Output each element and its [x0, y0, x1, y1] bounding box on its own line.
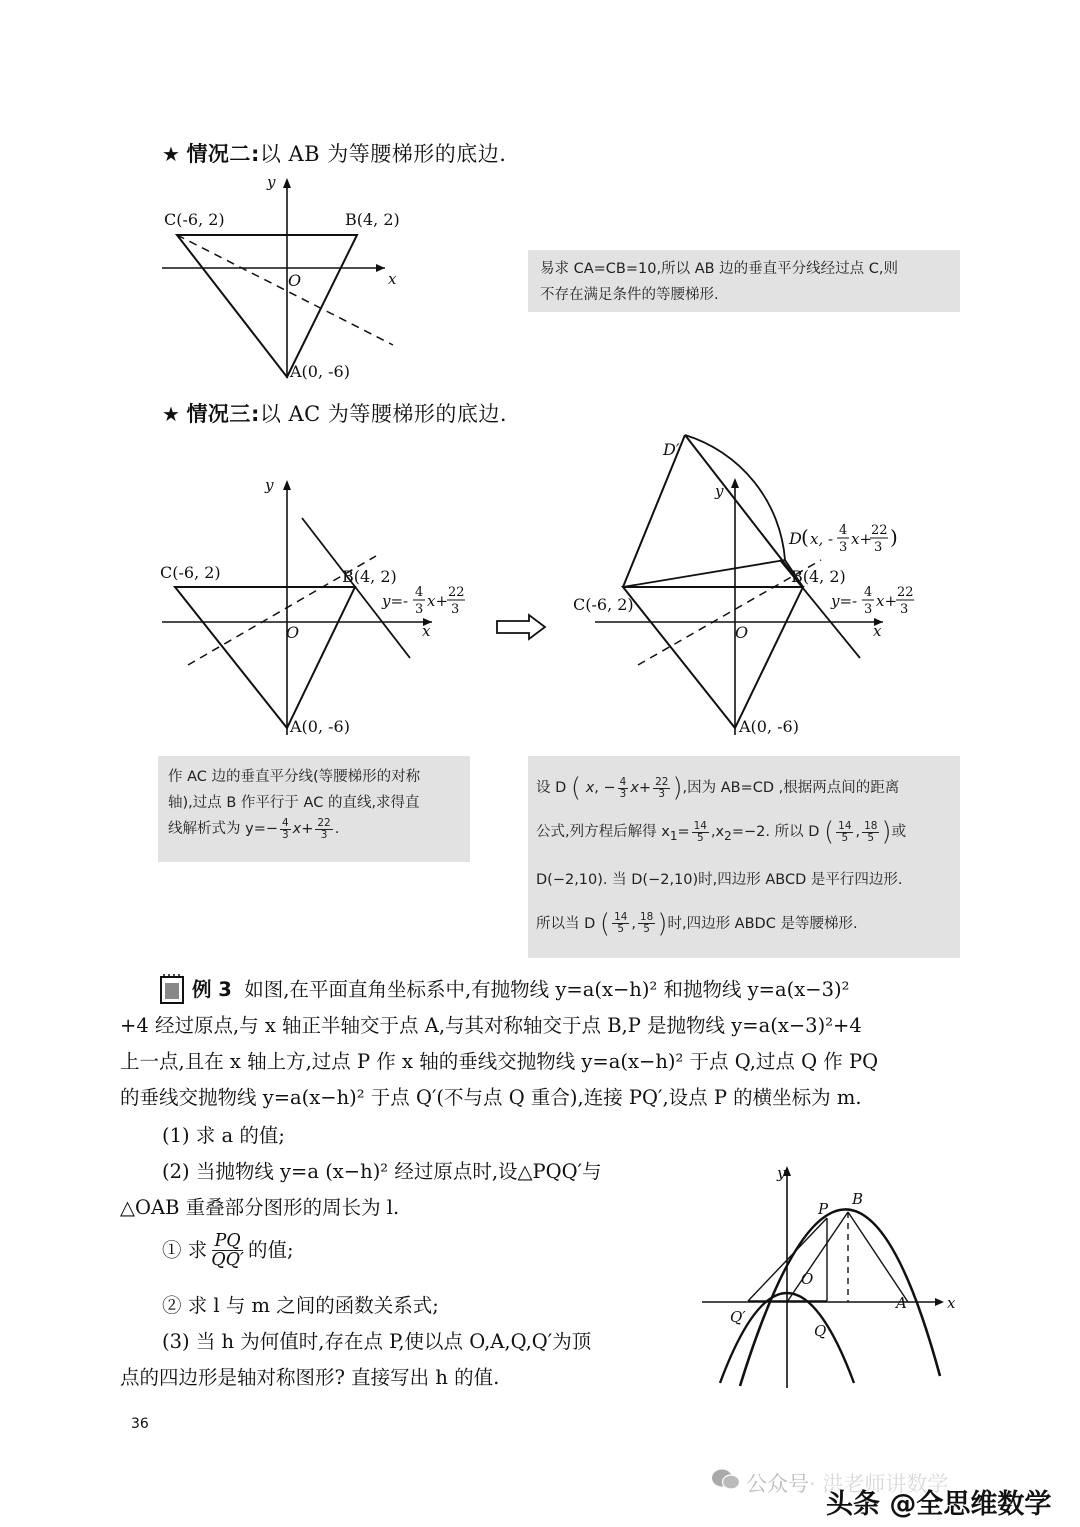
label-o: O	[801, 1270, 814, 1288]
d-paren-close: )	[890, 525, 898, 549]
text: 公式,列方程后解得 x	[536, 824, 670, 840]
label-q: Q	[814, 1322, 827, 1340]
label-x: x	[388, 270, 397, 288]
label-d: D	[789, 529, 802, 548]
label-y: y	[777, 1164, 786, 1182]
frac-num: 22	[317, 816, 331, 829]
case3-left-figure	[150, 470, 480, 745]
question-2-1-wrap	[162, 1232, 702, 1270]
frac-num: 14	[693, 819, 707, 832]
text: 时,四边形 ABDC 是等腰梯形.	[667, 915, 858, 932]
example3-figure	[700, 1158, 962, 1390]
star-icon: ★	[162, 142, 181, 166]
case2-colon: :	[250, 142, 260, 166]
y-arrow-icon	[731, 478, 739, 488]
case3-note-right-line4: 所以当 D ( $\frac{14}{5}$ , $\frac{18}{5}$ )时,四边形 ABDC 是等腰梯形.	[536, 908, 858, 939]
frac2-den: 3	[900, 602, 909, 617]
case3-note-left	[158, 756, 470, 862]
case3-note-right-line3: D(−2,10). 当 D(−2,10)时,四边形 ABCD 是平行四边形.	[536, 871, 903, 888]
text: =−2. 所以 D	[731, 824, 820, 840]
star-icon: ★	[162, 402, 181, 426]
frac-den: 3	[415, 602, 424, 617]
frac-18-5	[638, 912, 655, 935]
d-coord-x: x, -	[810, 530, 834, 548]
case3-heading	[162, 398, 507, 428]
question-2b-wrap	[120, 1190, 680, 1226]
frac-num: 4	[282, 816, 289, 829]
frac-den: 5	[867, 831, 875, 844]
example3-statement	[120, 972, 970, 1116]
label-y: y	[715, 482, 724, 500]
label-c: C(-6, 2)	[573, 595, 634, 614]
wechat-label: 公众号	[746, 1472, 809, 1496]
segment-ba	[848, 1212, 908, 1302]
label-a: A	[896, 1294, 907, 1312]
case3-label: 情况三	[186, 402, 251, 426]
frac-num: 18	[864, 819, 878, 832]
case3-note-left-line2: 轴),过点 B 作平行于 AC 的直线,求得直	[168, 795, 420, 811]
frac-den: 5	[696, 831, 704, 844]
perpendicular-bisector	[177, 235, 393, 345]
d-frac2-num: 22	[871, 523, 888, 538]
line-eq-prefix: y=-	[382, 592, 409, 610]
label-o: O	[288, 271, 302, 290]
frac-18-5	[862, 821, 879, 844]
frac-den: 3	[658, 787, 666, 800]
question-3b-wrap	[120, 1360, 700, 1396]
text: 或	[891, 824, 907, 840]
label-a: A(0, -6)	[739, 717, 799, 736]
text: =	[677, 824, 690, 840]
line3-text: 线解析式为 y=−	[168, 821, 278, 837]
example3-line1	[120, 972, 970, 1008]
wechat-icon	[711, 1467, 741, 1493]
label-b: B(4, 2)	[342, 567, 397, 586]
line-eq-prefix: y=-	[831, 592, 858, 610]
text: ,x	[710, 824, 725, 840]
case3-note-left-line3: 线解析式为 y=− $\frac{4}{3}$ x+ $\frac{22}{3}$ .	[168, 816, 340, 841]
case3-right-figure	[565, 430, 925, 750]
segment-ob	[787, 1212, 848, 1302]
frac-4-3	[618, 777, 629, 800]
case2-note-line2: 不存在满足条件的等腰梯形.	[540, 287, 719, 303]
label-b: B(4, 2)	[791, 567, 846, 586]
frac-22-3	[315, 818, 332, 841]
frac-den: 5	[617, 923, 625, 936]
subscript: 1	[669, 828, 678, 843]
label-o: O	[735, 623, 749, 642]
frac-den: 3	[320, 828, 328, 841]
question-2-2: ② 求 l 与 m 之间的函数关系式;	[162, 1294, 439, 1317]
x-arrow-icon	[935, 1298, 944, 1306]
y-arrow-icon	[283, 178, 291, 188]
frac-den: 3	[864, 602, 873, 617]
frac-den: 5	[643, 923, 650, 936]
case2-label: 情况二	[186, 142, 251, 166]
frac-14-5	[836, 821, 853, 844]
faded-account: · 洪老师讲数学	[809, 1472, 949, 1496]
question-3b: 点的四边形是轴对称图形? 直接写出 h 的值.	[120, 1366, 500, 1389]
example3-p1: 如图,在平面直角坐标系中,有抛物线 y=a(x−h)² 和抛物线 y=a(x−3)²	[244, 978, 850, 1001]
case2-note-line1: 易求 CA=CB=10,所以 AB 边的垂直平分线经过点 C,则	[540, 261, 899, 277]
question-2b: △OAB 重叠部分图形的周长为 l.	[120, 1196, 400, 1219]
case3-note-right-line1: 设 D ( x, − $\frac{4}{3}$ x+ $\frac{22}{3}$ ),因为 AB=CD ,根据两点间的距离	[536, 772, 900, 803]
label-x: x	[947, 1294, 956, 1312]
frac-den: 3	[282, 828, 289, 841]
frac-num: 4	[864, 585, 873, 600]
label-c: C(-6, 2)	[164, 210, 225, 229]
d-coord-xplus: x+	[851, 530, 873, 548]
x-plus: x+	[292, 821, 314, 837]
example3-line4: 的垂线交抛物线 y=a(x−h)² 于点 Q′(不与点 Q 重合),连接 PQ′,设点 P 的横坐标为 m.	[120, 1086, 862, 1109]
line-eq-x: x+	[876, 592, 898, 610]
label-b: B(4, 2)	[345, 210, 400, 229]
d-frac-den: 3	[839, 540, 848, 555]
label-x: x	[422, 622, 431, 640]
label-b: B	[852, 1190, 864, 1208]
frac-num: 14	[614, 911, 628, 924]
example3-line3: 上一点,且在 x 轴上方,过点 P 作 x 轴的垂线交抛物线 y=a(x−h)² 于点 Q,过点 Q 作 PQ	[120, 1050, 879, 1073]
case2-heading	[162, 138, 506, 168]
label-y: y	[265, 476, 274, 494]
frac-num: 22	[655, 775, 669, 788]
text: 设 D	[536, 780, 567, 796]
frac-14-5	[612, 912, 629, 935]
example3-line2: +4 经过原点,与 x 轴正半轴交于点 A,与其对称轴交于点 B,P 是抛物线 y=a(x−3)²+4	[120, 1014, 862, 1037]
case2-note	[528, 250, 960, 312]
frac-num: PQ	[214, 1231, 241, 1251]
line-eq-x: x+	[427, 592, 449, 610]
label-y: y	[267, 173, 276, 191]
text: 所以当 D	[536, 915, 596, 932]
question-2a: (2) 当抛物线 y=a (x−h)² 经过原点时,设△PQQ′与	[162, 1160, 602, 1183]
frac2-den: 3	[451, 602, 460, 617]
watermark-source: 头条 @全思维数学	[826, 1489, 1052, 1520]
case2-text: 以 AB 为等腰梯形的底边.	[259, 142, 507, 166]
frac2-num: 22	[897, 585, 914, 600]
page-number: 36	[131, 1416, 149, 1432]
transform-arrow-icon	[495, 613, 549, 641]
frac2-num: 22	[448, 585, 465, 600]
label-c: C(-6, 2)	[160, 563, 221, 582]
label-a: A(0, -6)	[290, 717, 350, 736]
frac-num: 14	[838, 819, 852, 832]
d-frac-num: 4	[839, 523, 848, 538]
label-d-prime: D′	[663, 440, 680, 459]
frac-num: 4	[619, 775, 627, 788]
segment-cd	[623, 560, 785, 587]
label-a: A(0, -6)	[290, 362, 350, 381]
frac-22-3	[653, 777, 670, 800]
frac-14-5	[692, 821, 709, 844]
label-p: P	[818, 1200, 829, 1218]
case3-note-right-line2: 公式,列方程后解得 $x_1=$ $\frac{14}{5}$ $,x_2=-2$. 所以 D ( $\frac{14}{5}$ , $\frac{18}{5}$ )或	[536, 816, 907, 847]
d-frac2-den: 3	[874, 540, 883, 555]
frac-den: 3	[619, 787, 627, 800]
question-3a: (3) 当 h 为何值时,存在点 P,使以点 O,A,Q,Q′为顶	[162, 1330, 592, 1353]
question-1: (1) 求 a 的值;	[162, 1124, 285, 1147]
case3-text: 以 AC 为等腰梯形的底边.	[259, 402, 508, 426]
text: ,因为 AB=CD ,根据两点间的距离	[682, 780, 900, 796]
case3-note-left-line1: 作 AC 边的垂直平分线(等腰梯形的对称	[168, 769, 421, 785]
text: 的值;	[247, 1238, 294, 1262]
frac-den: QQ′	[211, 1250, 244, 1271]
text: ① 求	[162, 1238, 208, 1262]
triangle-abc	[177, 235, 357, 377]
case2-figure	[150, 170, 420, 395]
frac-num: 18	[639, 911, 654, 924]
label-x: x	[873, 622, 882, 640]
case3-note-right	[528, 756, 960, 958]
segment-d-prime-b	[685, 435, 803, 587]
x-arrow-icon	[376, 264, 385, 272]
frac-pq-qq	[209, 1232, 246, 1270]
subscript: 2	[724, 828, 732, 843]
example3-label: 例 3	[192, 978, 232, 1001]
d-paren-open: (	[801, 525, 809, 549]
frac-den: 5	[841, 831, 849, 844]
example3-questions	[162, 1118, 702, 1190]
y-arrow-icon	[283, 480, 291, 490]
frac-4-3	[280, 818, 291, 841]
case3-colon: :	[250, 402, 260, 426]
question-2-1	[162, 1232, 702, 1270]
label-q-prime: Q′	[730, 1308, 746, 1326]
question-2-2-wrap	[162, 1288, 702, 1360]
label-o: O	[286, 623, 300, 642]
frac-num: 4	[415, 585, 424, 600]
